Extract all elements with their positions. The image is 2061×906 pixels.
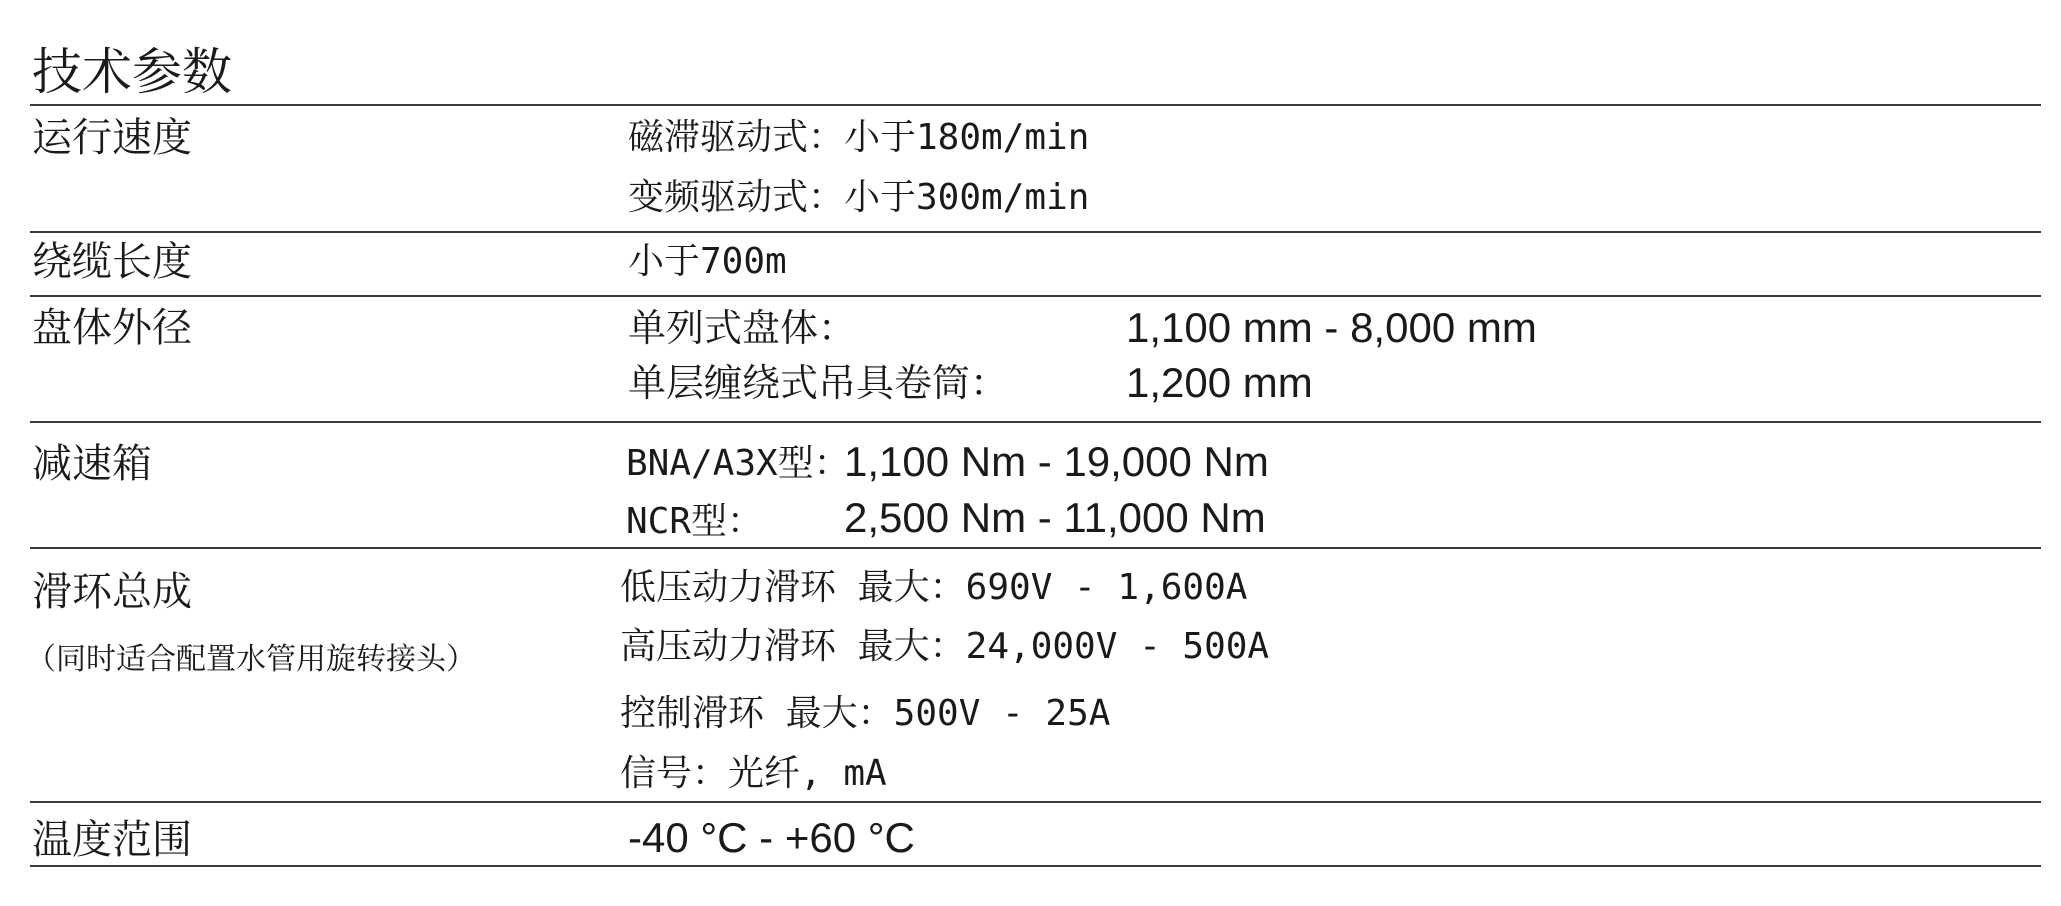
key-gearbox-bna: BNA/A3X型： bbox=[626, 443, 850, 484]
value-temperature: -40 °C - +60 °C bbox=[628, 814, 915, 861]
label-slip-ring: 滑环总成 bbox=[32, 569, 192, 615]
value-speed-vfd: 变频驱动式：小于300m/min bbox=[628, 177, 1090, 218]
row-divider bbox=[30, 421, 2041, 423]
value-spreader-drum: 1,200 mm bbox=[1126, 359, 1313, 406]
label-temperature: 温度范围 bbox=[32, 817, 192, 863]
sublabel-slip-ring: （同时适合配置水管用旋转接头） bbox=[26, 642, 476, 677]
value-hv-power-ring: 高压动力滑环 最大：24,000V - 500A bbox=[620, 626, 1270, 667]
value-speed-hysteresis: 磁滞驱动式：小于180m/min bbox=[628, 117, 1090, 158]
value-single-row-reel: 1,100 mm - 8,000 mm bbox=[1126, 304, 1537, 351]
bottom-divider bbox=[30, 865, 2041, 867]
value-gearbox-ncr: 2,500 Nm - 11,000 Nm bbox=[844, 494, 1266, 541]
page-title: 技术参数 bbox=[32, 43, 232, 101]
label-gearbox: 减速箱 bbox=[32, 441, 152, 487]
value-signal: 信号：光纤, mA bbox=[620, 753, 887, 794]
row-divider bbox=[30, 231, 2041, 233]
row-divider bbox=[30, 801, 2041, 803]
label-speed: 运行速度 bbox=[32, 115, 192, 161]
header-divider bbox=[30, 104, 2041, 106]
value-gearbox-bna: 1,100 Nm - 19,000 Nm bbox=[844, 438, 1269, 485]
key-gearbox-ncr: NCR型： bbox=[626, 501, 764, 542]
row-divider bbox=[30, 295, 2041, 297]
value-control-ring: 控制滑环 最大：500V - 25A bbox=[620, 693, 1111, 734]
label-reel-diameter: 盘体外径 bbox=[32, 305, 192, 351]
key-single-row-reel: 单列式盘体： bbox=[628, 306, 857, 350]
value-cable-length: 小于700m bbox=[628, 241, 787, 282]
value-lv-power-ring: 低压动力滑环 最大：690V - 1,600A bbox=[620, 567, 1248, 608]
label-cable-length: 绕缆长度 bbox=[32, 239, 192, 285]
key-spreader-drum: 单层缠绕式吊具卷筒： bbox=[628, 361, 1009, 405]
row-divider bbox=[30, 547, 2041, 549]
